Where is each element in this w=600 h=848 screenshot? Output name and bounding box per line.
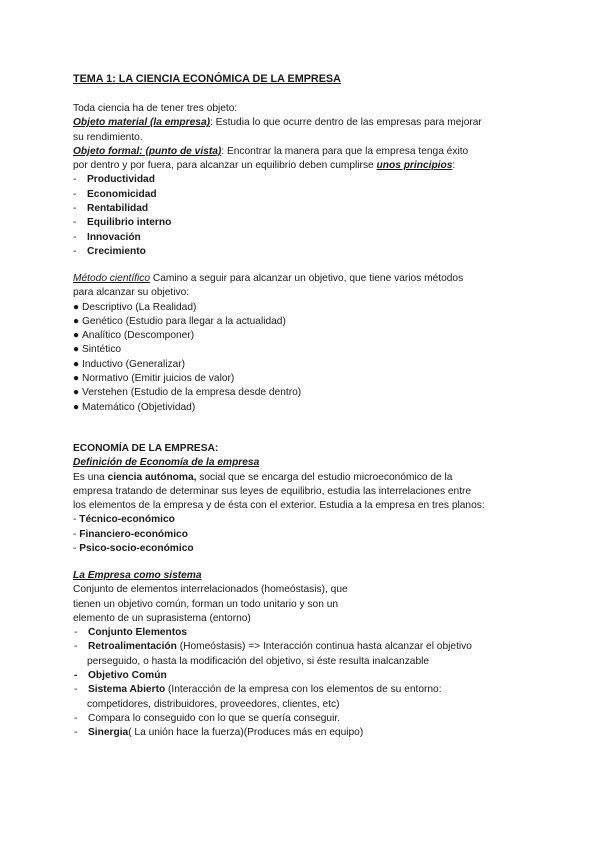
list-item: ● Descriptivo (La Realidad) — [73, 301, 197, 313]
list-item: - Rentabilidad — [73, 203, 149, 215]
definicion-subheading: Definición de Economía de la empresa — [73, 457, 260, 469]
metodo-cont: para alcanzar su objetivo: — [73, 287, 190, 299]
section-metodo — [73, 272, 543, 415]
section-heading: ECONOMÍA DE LA EMPRESA: — [73, 443, 219, 454]
list-item: - Psico-socio-económico — [73, 543, 194, 555]
list-item: - Compara lo conseguido con lo que se quería conseguir. — [74, 712, 341, 724]
paragraph-line: Es una ciencia autónoma, social que se encarga del estudio microeconómico de la — [73, 471, 453, 483]
list-item: - Financiero-económico — [73, 528, 188, 540]
paragraph-line: Conjunto de elementos interrelacionados (homeóstasis), que — [73, 584, 348, 596]
objeto-material-cont: su rendimiento. — [73, 131, 143, 143]
paragraph-line: tienen un objetivo común, forman un todo unitario y son un — [73, 598, 339, 610]
list-item: ● Verstehen (Estudio de la empresa desde dentro) — [73, 387, 302, 399]
list-item: - Equilibrio interno — [73, 217, 172, 229]
list-item: ● Normativo (Emitir juicios de valor) — [73, 373, 235, 385]
list-item: - Conjunto Elementos — [74, 627, 188, 639]
objeto-formal-label: Objeto formal: (punto de vista) — [73, 145, 222, 157]
paragraph-line: los elementos de la empresa y de ésta con el exterior. Estudia a la empresa en tres planos: — [73, 500, 485, 512]
list-item: - Economicidad — [73, 188, 157, 200]
list-item: ● Analítico (Descomponer) — [73, 330, 195, 342]
list-item: - Retroalimentación (Homeóstasis) => Interacción continua hasta alcanzar el objetivo — [74, 641, 472, 653]
objeto-formal-text: : Encontrar la manera para que la empresa tenga éxito — [221, 145, 469, 157]
list-item: ● Inductivo (Generalizar) — [73, 358, 186, 370]
list-item: ● Sintético — [73, 344, 122, 356]
objeto-material-label: Objeto material (la empresa) — [73, 117, 211, 129]
list-item: - Técnico-económico — [73, 514, 175, 526]
list-item: - Innovación — [73, 231, 141, 243]
list-item: - Objetivo Común — [74, 670, 167, 682]
intro-text: Toda ciencia ha de tener tres objeto: — [73, 103, 238, 114]
list-item: - Sistema Abierto (Interacción de la empresa con los elementos de su entorno: — [74, 684, 442, 696]
objeto-formal-line — [73, 145, 543, 159]
list-item: - Crecimiento — [73, 245, 146, 257]
page-title: TEMA 1: LA CIENCIA ECONÓMICA DE LA EMPRESA — [73, 73, 341, 85]
objeto-formal-cont: por dentro y por fuera, para alcanzar un equilibrio deben cumplirse unos principios: — [73, 160, 456, 172]
paragraph-line: empresa tratando de determinar sus leyes de equilibrio, estudia las interrelaciones entre — [73, 485, 472, 497]
list-item-cont: competidores, distribuidores, proveedores, clientes, etc) — [87, 698, 340, 710]
list-item: - Sinergia( La unión hace la fuerza)(Produces más en equipo) — [74, 727, 364, 739]
metodo-line: Método científico Camino a seguir para alcanzar un objetivo, que tiene varios métodos — [73, 273, 464, 284]
section-sistema — [73, 569, 543, 741]
list-item: - Productividad — [73, 174, 155, 186]
list-item: ● Genético (Estudio para llegar a la actualidad) — [73, 315, 286, 327]
paragraph-line: elemento de un suprasistema (entorno) — [73, 612, 251, 624]
section-objetos — [73, 102, 543, 259]
list-item: ● Matemático (Objetividad) — [73, 401, 196, 413]
principios-label: unos principios — [376, 160, 453, 172]
objeto-material-text: : Estudia lo que ocurre dentro de las empresas para mejorar — [210, 117, 482, 129]
sistema-subheading: La Empresa como sistema — [73, 570, 202, 581]
metodo-label: Método científico — [73, 273, 151, 284]
list-item-cont: perseguido, o hasta la modificación del objetivo, si éste resulta inalcanzable — [87, 655, 430, 667]
section-economia — [73, 442, 543, 556]
objeto-material-line — [73, 116, 543, 130]
